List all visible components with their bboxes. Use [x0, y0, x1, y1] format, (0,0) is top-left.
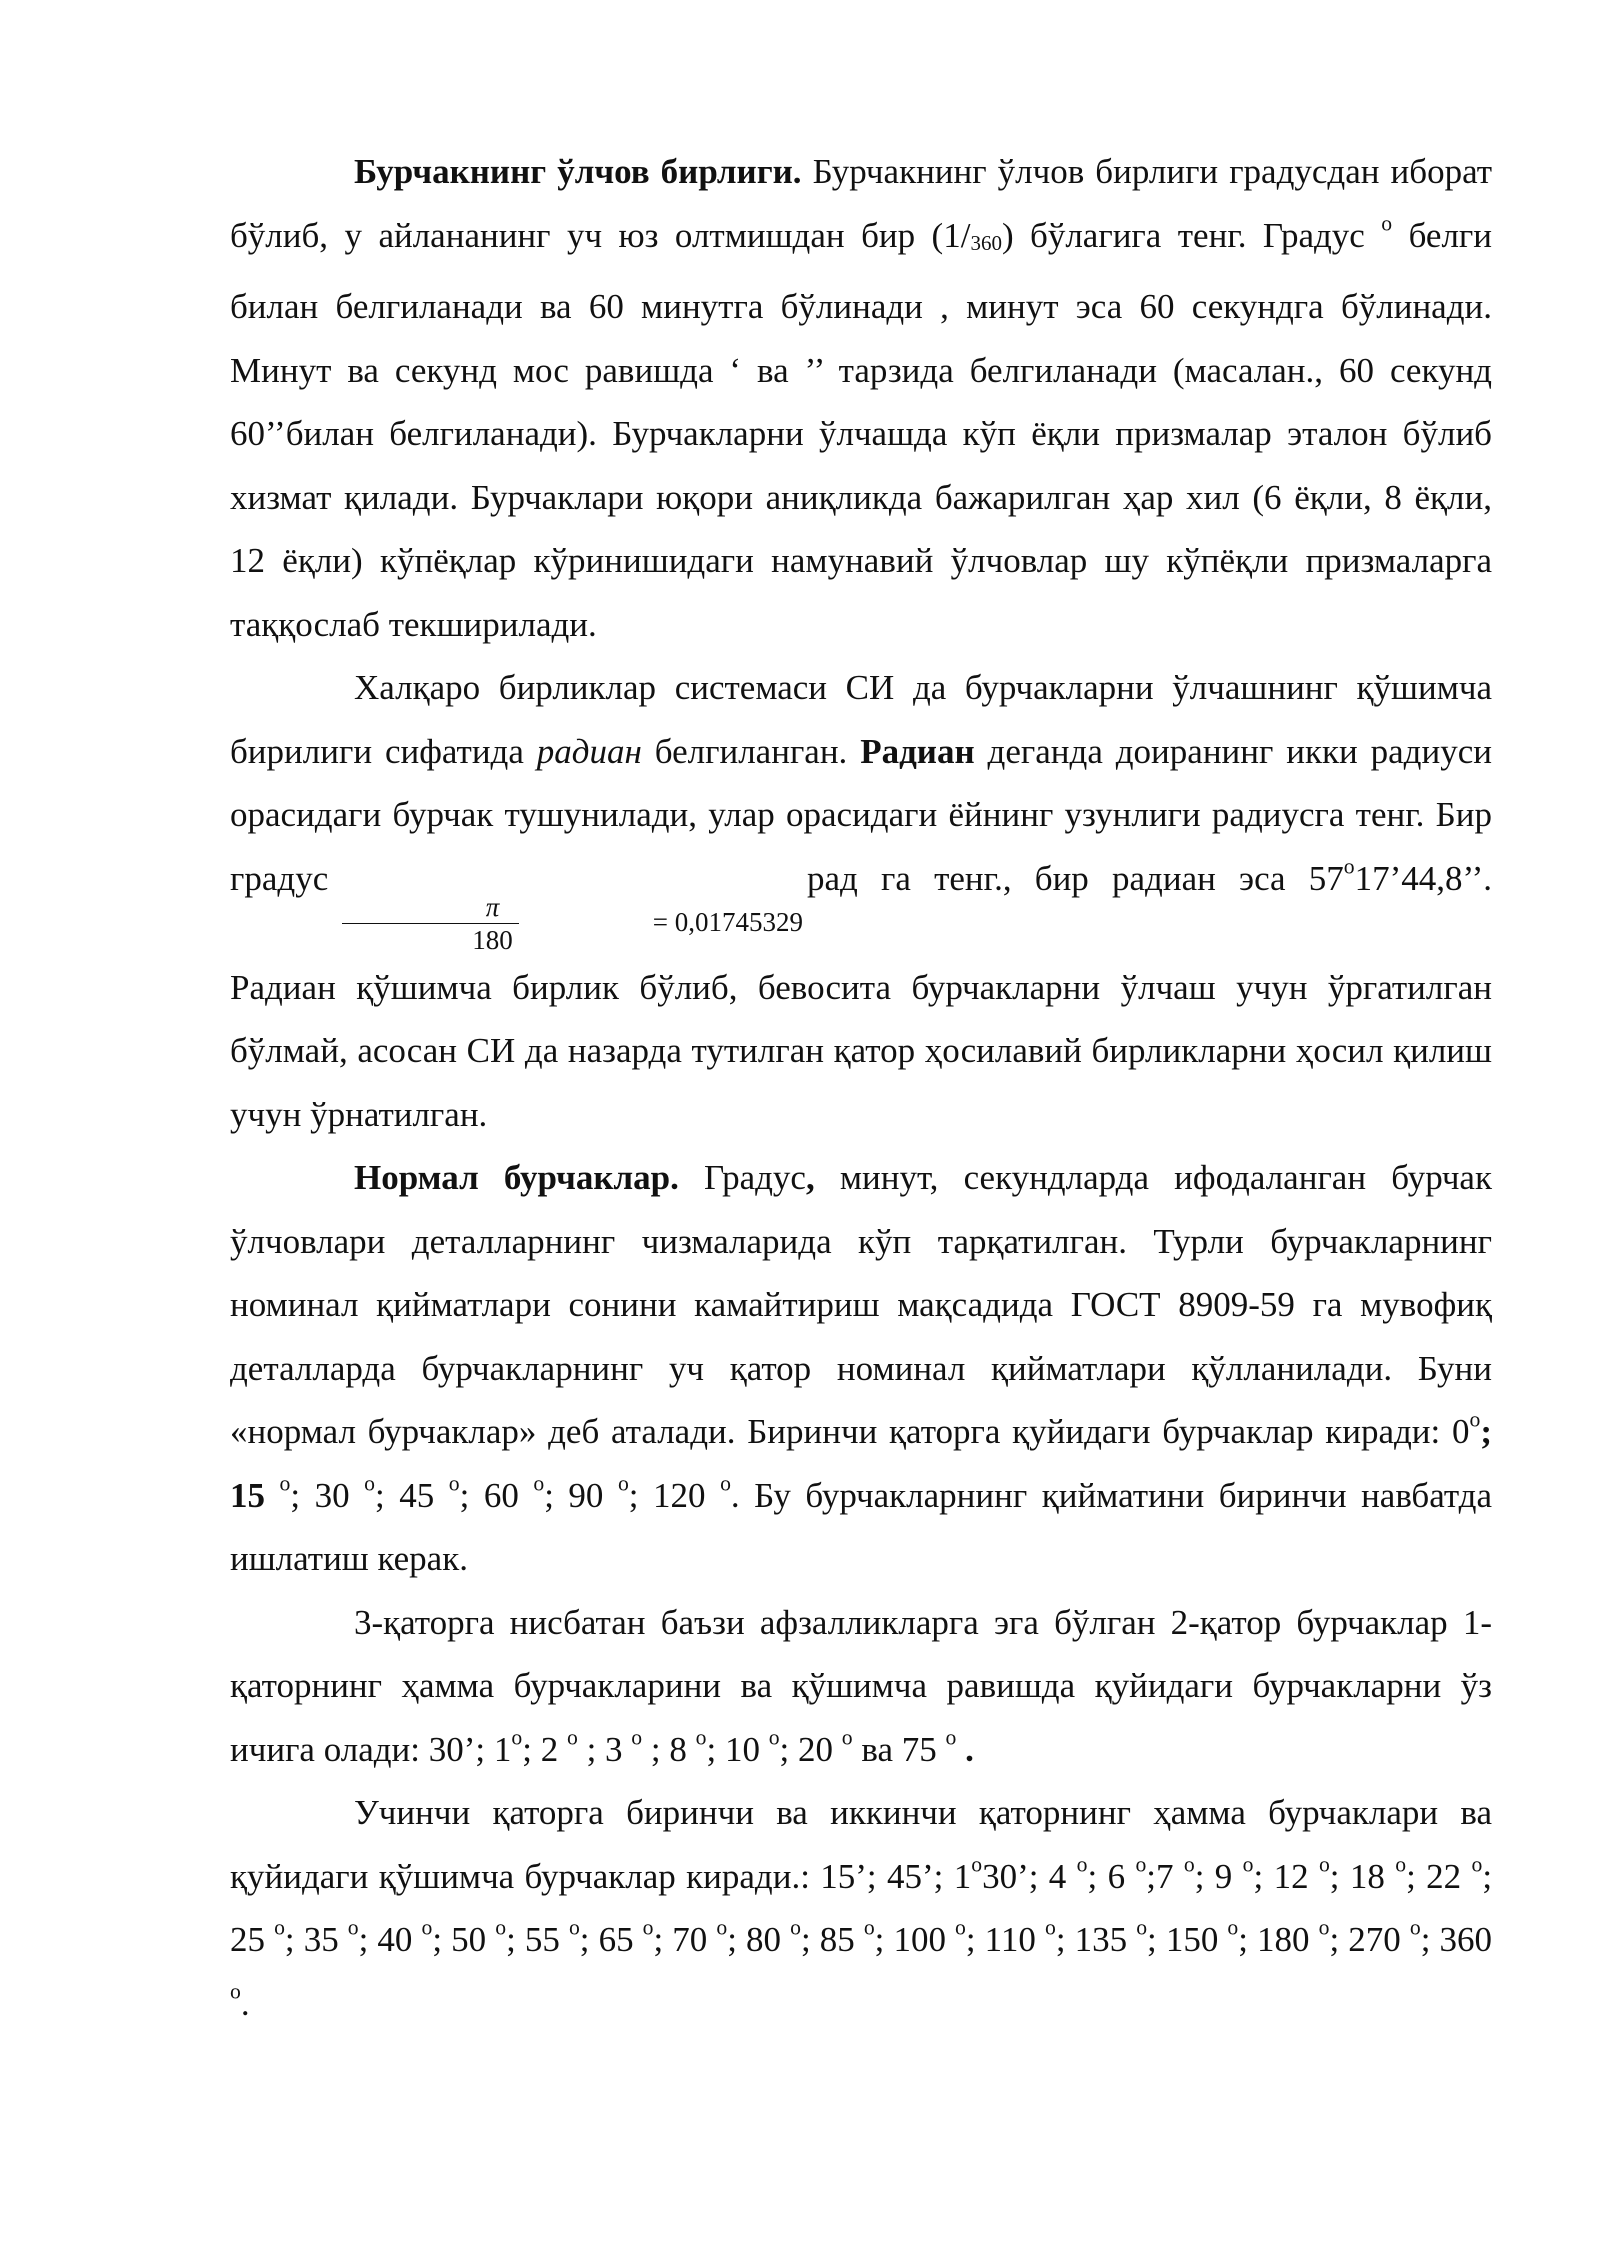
heading-angle-unit: Бурчакнинг ўлчов бирлиги. [354, 152, 802, 191]
paragraph-angle-unit: Бурчакнинг ўлчов бирлиги. Бурчакнинг ўлчов бирлиги градусдан иборат бўлиб, у айлананинг уч юз олтмишдан бир (1/360) бўлагига тенг. Градус $^o$ белги билан белгиланади ва 60 минутга бўлинади , минут эса 60 секундга бўлинади. Минут ва секунд мос равишда ‘ ва ’’ тарзида белгиланади (масалан., 60 секунд 60’’билан белгиланади). Бурчакларни ўлчашда кўп ёқли призмалар эталон бўлиб хизмат қилади. Бурчаклари юқори аниқликда бажарилган ҳар хил (6 ёқли, 8 ёқли, 12 ёқли) кўпёқлар кўринишидаги намунавий ўлчовлар шу кўпёқли призмаларга таққослаб текширилади. [230, 152, 1493, 644]
degree-symbol: o [1381, 211, 1393, 236]
heading-normal-angles: Нормал бурчаклар. [354, 1158, 679, 1198]
paragraph-second-row: 3-қаторга нисбатан баъзи афзалликларга эга бўлган 2-қатор бурчаклар 1-қаторнинг ҳамма бурчакларини ва қўшимча равишда қуйидаги бурчакларни ўз ичига олади: 30’; 1$^o$; 2 $^o$ ; 3 $^o$ ; 8 $^o$; 10 $^o$; 20 $^o$ ва 75 $^o$ . [230, 1602, 1492, 1769]
pi-over-180-fraction: $\frac{\pi}{180}$ [342, 891, 519, 956]
radian-formula: $\frac{\pi}{180}$ = 0,01745329 [342, 891, 803, 956]
paragraph-third-row: Учинчи қаторга биринчи ва иккинчи қаторнинг ҳамма бурчаклари ва қуйидаги қўшимча бурчаклар киради.: 15’; 45’; 1$^o$30’; 4 $^o$; 6 $^o$;7 $^o$; 9 $^o$; 12 $^o$; 18 $^o$; 22 $^o$; 25 $^o$; 35 $^o$; 40 $^o$; 50 $^o$; 55 $^o$; 65 $^o$; 70 $^o$; 80 $^o$; 85 $^o$; 100 $^o$; 110 $^o$; 135 $^o$; 150 $^o$; 180 $^o$; 270 $^o$; 360 $^o$. [230, 1793, 1493, 2023]
paragraph-radian: Халқаро бирликлар системаси СИ да бурчакларни ўлчашнинг қўшимча бирилиги сифатида радиан белгиланган. Радиан деганда доиранинг икки радиуси орасидаги бурчак тушунилади, улар орасидаги ёйнинг узунлиги радиусга тенг. Бир градус $\frac{\pi}{180}$ = 0,01745329 рад га тенг., бир радиан эса 57$^o$17’44,8’’. Радиан қўшимча бирлик бўлиб, бевосита бурчакларни ўлчаш учун ўргатилган бўлмай, асосан СИ да назарда тутилган қатор ҳосилавий бирликларни ҳосил қилиш учун ўрнатилган. [230, 668, 1492, 1134]
paragraph-normal-angles: Нормал бурчаклар. Градус, минут, секундларда ифодаланган бурчак ўлчовлари деталларнинг чизмаларида кўп тарқатилган. Турли бурчакларнинг номинал қийматлари сонини камайтириш мақсадида ГОСТ 8909-59 га мувофиқ деталларда бурчакларнинг уч қатор номинал қийматлари қўлланилади. Буни «нормал бурчаклар» деб аталади. Биринчи қаторга қуйидаги бурчаклар киради: 0$^o$; 15 $^o$; 30 $^o$; 45 $^o$; 60 $^o$; 90 $^o$; 120 $^o$. Бу бурчакларнинг қийматини биринчи навбатда ишлатиш керак. [230, 1158, 1493, 1579]
document-page [230, 140, 1492, 2035]
